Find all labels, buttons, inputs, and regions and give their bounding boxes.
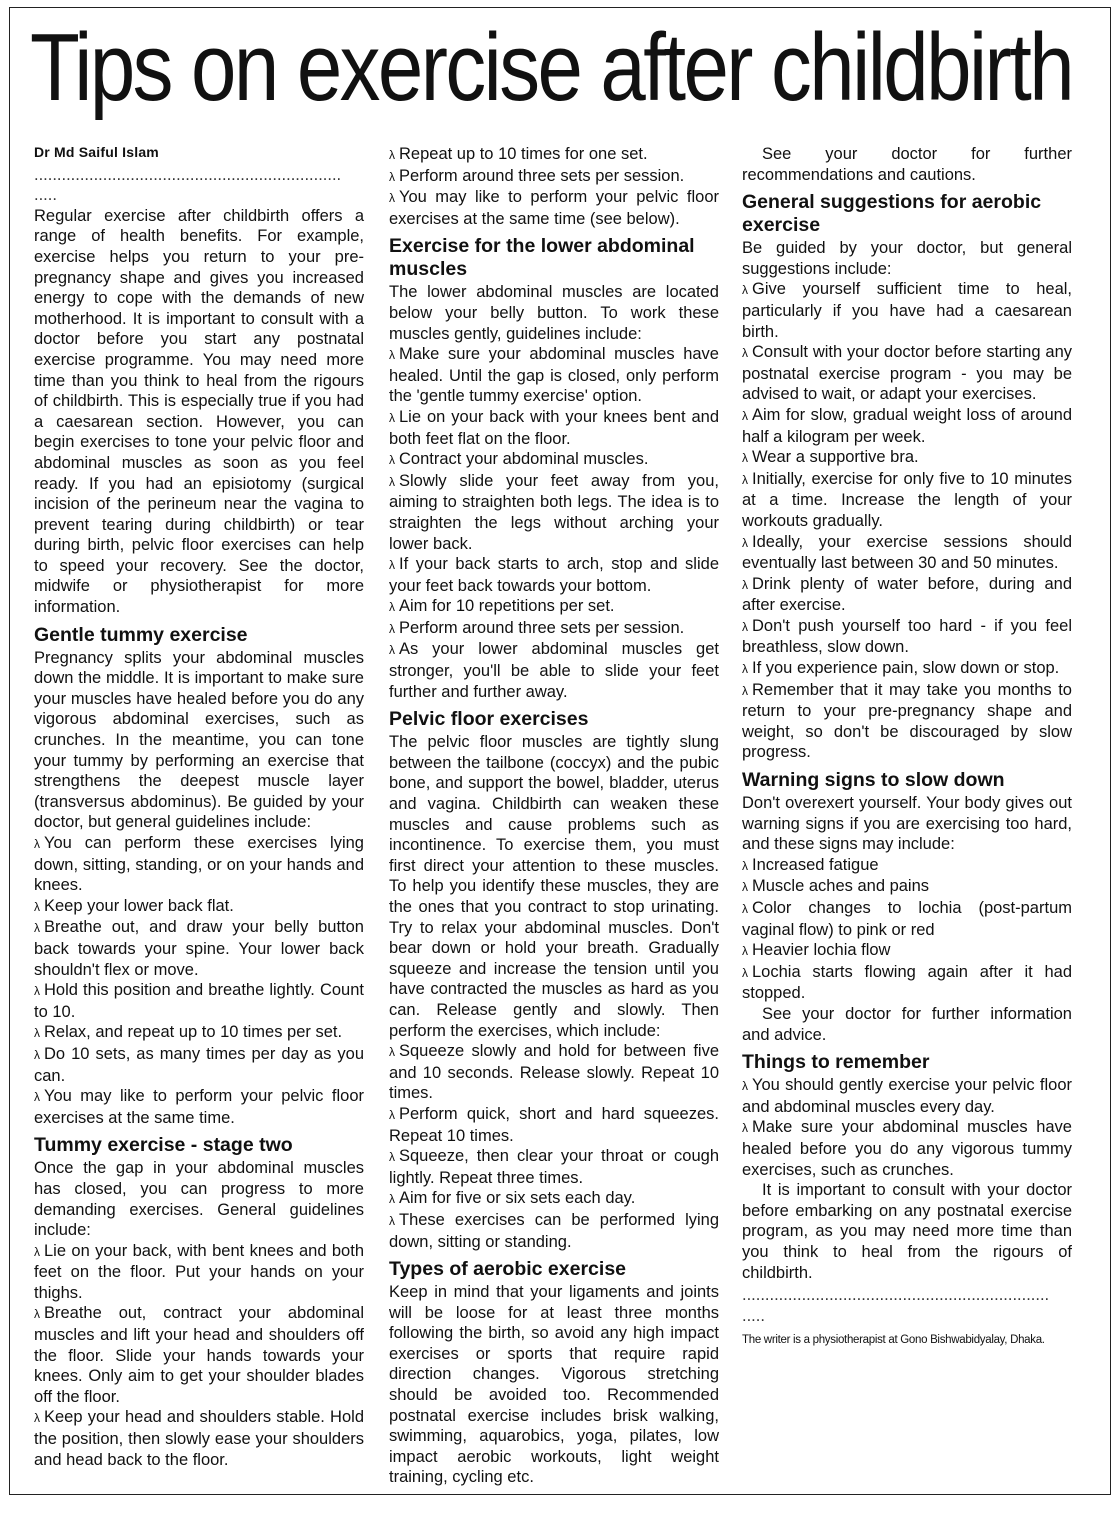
bullet-item: λ You should gently exercise your pelvic floor and abdominal muscles every day. (742, 1075, 1072, 1117)
bullet-item: λ Hold this position and breathe lightly. Count to 10. (34, 980, 364, 1022)
bullet-item: λ Lie on your back with your knees bent and both feet flat on the floor. (389, 407, 719, 449)
bullet-item: λ Ideally, your exercise sessions should eventually last between 30 and 50 minutes. (742, 532, 1072, 574)
section-paragraph: Pregnancy splits your abdominal muscles down the middle. It is important to make sure your muscles have healed before you do any vigorous abdominal exercises, such as crunches. In the meantime, you can tone your tummy by performing an exercise that strengthens the deepest muscle layer (transversus abdominus). Be guided by your doctor, but general guidelines include: (34, 648, 364, 832)
dotted-rule-end: ..... (742, 1306, 765, 1325)
section-heading: Warning signs to slow down (742, 769, 1005, 792)
bullet-item: λ Aim for five or six sets each day. (389, 1188, 719, 1210)
column-2 (389, 144, 719, 1488)
bullet-item: λ Color changes to lochia (post-partum vaginal flow) to pink or red (742, 898, 1072, 940)
page-title: Tips on exercise after childbirth (30, 14, 1073, 121)
section-paragraph: Don't overexert yourself. Your body gives out warning signs if you are exercising too hard, and these signs may include: (742, 794, 1072, 854)
bullet-item: λ Don't push yourself too hard - if you feel breathless, slow down. (742, 616, 1072, 658)
bullet-item: λ Squeeze slowly and hold for between five and 10 seconds. Release slowly. Repeat 10 times. (389, 1041, 719, 1104)
bullet-item: λ Squeeze, then clear your throat or cough lightly. Repeat three times. (389, 1146, 719, 1188)
bullet-item: λ Contract your abdominal muscles. (389, 449, 719, 471)
section-heading: Exercise for the lower abdominal muscles (389, 235, 695, 281)
bullet-item: λ Consult with your doctor before starting any postnatal exercise program - you may be advised to wait, or adapt your exercises. (742, 342, 1072, 405)
intro-paragraph: Regular exercise after childbirth offers a range of health benefits. For example, exercise helps you return to your pre-pregnancy shape and gives you increased energy to cope with the demands of new motherhood. It is important to consult with a doctor before you start any postnatal exercise programme. You may need more time than you think to heal from the rigours of childbirth. This is especially true if you had a caesarean section. However, you can begin exercises to tone your pelvic floor and abdominal muscles as soon as you feel ready. If you had an episiotomy (surgical incision of the perineum near the vagina to prevent tearing during childbirth) or tear during birth, pelvic floor exercises can help to speed your recovery. See the doctor, midwife or physiotherapist for more information. (34, 206, 364, 617)
bullet-item: λ If your back starts to arch, stop and slide your feet back towards your bottom. (389, 554, 719, 596)
bullet-item: λ Aim for 10 repetitions per set. (389, 596, 719, 618)
bullet-item: λ Initially, exercise for only five to 10 minutes at a time. Increase the length of your workouts gradually. (742, 469, 1072, 532)
section-paragraph: Once the gap in your abdominal muscles has closed, you can progress to more demanding exercises. General guidelines include: (34, 1159, 364, 1240)
bullet-item: λ Make sure your abdominal muscles have healed. Until the gap is closed, only perform the 'gentle tummy exercise' option. (389, 344, 719, 407)
section-heading: Types of aerobic exercise (389, 1258, 627, 1281)
section-heading: Gentle tummy exercise (34, 623, 248, 646)
bullet-item: λ Relax, and repeat up to 10 times per set. (34, 1022, 364, 1044)
section-heading: Things to remember (742, 1051, 930, 1074)
bullet-item: λ Do 10 sets, as many times per day as you can. (34, 1044, 364, 1086)
bullet-item: λ You may like to perform your pelvic floor exercises at the same time. (34, 1086, 364, 1128)
dotted-rule: ................................................................... (742, 1286, 1050, 1305)
section-paragraph: Be guided by your doctor, but general suggestions include: (742, 239, 1072, 278)
section-heading: General suggestions for aerobic exercise (742, 191, 1042, 237)
writer-note: The writer is a physiotherapist at Gono Bishwabidyalay, Dhaka. (742, 1334, 1045, 1347)
bullet-item: λ Breathe out, and draw your belly button back towards your spine. Your lower back shouldn't flex or move. (34, 917, 364, 980)
bullet-item: λ Give yourself sufficient time to heal, particularly if you have had a caesarean birth. (742, 279, 1072, 342)
bullet-item: λ Remember that it may take you months to return to your pre-pregnancy shape and weight, so don't be discouraged by slow progress. (742, 680, 1072, 763)
bullet-item: λ These exercises can be performed lying down, sitting or standing. (389, 1210, 719, 1252)
bullet-item: λ Slowly slide your feet away from you, aiming to straighten both legs. The idea is to straighten the legs without arching your lower back. (389, 471, 719, 554)
bullet-item: λ Make sure your abdominal muscles have healed before you do any vigorous tummy exercises, such as crunches. (742, 1117, 1072, 1180)
section-heading: Tummy exercise - stage two (34, 1134, 293, 1157)
column-1 (34, 142, 364, 1470)
dotted-rule: ................................................................... (34, 165, 342, 184)
bullet-item: λ Drink plenty of water before, during and after exercise. (742, 574, 1072, 616)
bullet-item: λ Perform quick, short and hard squeezes. Repeat 10 times. (389, 1104, 719, 1146)
bullet-item: λ Muscle aches and pains (742, 876, 1072, 898)
bullet-item: λ Repeat up to 10 times for one set. (389, 144, 719, 166)
bullet-item: λ Lochia starts flowing again after it had stopped. (742, 962, 1072, 1004)
bullet-item: λ Perform around three sets per session. (389, 166, 719, 188)
section-paragraph: See your doctor for further recommendations and cautions. (742, 145, 1072, 184)
column-3 (742, 144, 1072, 1351)
bullet-item: λ Heavier lochia flow (742, 940, 1072, 962)
section-paragraph: The lower abdominal muscles are located below your belly button. To work these muscles gently, guidelines include: (389, 283, 719, 343)
bullet-item: λ Wear a supportive bra. (742, 447, 1072, 469)
bullet-item: λ Increased fatigue (742, 855, 1072, 877)
bullet-item: λ Keep your head and shoulders stable. Hold the position, then slowly ease your shoulders and head back to the floor. (34, 1407, 364, 1470)
bullet-item: λ You may like to perform your pelvic floor exercises at the same time (see below). (389, 187, 719, 229)
bullet-item: λ You can perform these exercises lying down, sitting, standing, or on your hands and knees. (34, 833, 364, 896)
closing-paragraph: It is important to consult with your doctor before embarking on any postnatal exercise program, as you may need more time than you think to heal from the rigours of childbirth. (742, 1181, 1072, 1282)
section-paragraph: The pelvic floor muscles are tightly slung between the tailbone (coccyx) and the pubic bone, and support the bowel, bladder, uterus and vagina. Childbirth can weaken these muscles and cause problems such as incontinence. To exercise them, you must first direct your attention to these muscles. To help you identify these muscles, they are the ones that you contract to stop urinating. Try to relax your abdominal muscles. Don't bear down or hold your breath. Gradually squeeze and increase the tension until you have contracted the muscles as hard as you can. Release gently and slowly. Then perform the exercises, which include: (389, 733, 719, 1040)
section-paragraph: Keep in mind that your ligaments and joints will be loose for at least three months following the birth, so avoid any high impact exercises or sports that require rapid direction changes. Vigorous stretching should be avoided too. Recommended postnatal exercise includes brisk walking, swimming, aquarobics, yoga, pilates, low impact aerobic workouts, light weight training, cycling etc. (389, 1283, 719, 1487)
bullet-item: λ Lie on your back, with bent knees and both feet on the floor. Put your hands on your thighs. (34, 1241, 364, 1304)
section-paragraph: See your doctor for further information and advice. (742, 1004, 1072, 1044)
bullet-item: λ As your lower abdominal muscles get stronger, you'll be able to slide your feet further and further away. (389, 639, 719, 702)
dotted-rule-end: ..... (34, 186, 57, 205)
bullet-item: λ If you experience pain, slow down or stop. (742, 658, 1072, 680)
bullet-item: λ Breathe out, contract your abdominal muscles and lift your head and shoulders off the floor. Slide your hands towards your knees. Only aim to get your shoulder blades off the floor. (34, 1303, 364, 1407)
section-heading: Pelvic floor exercises (389, 708, 589, 731)
byline: Dr Md Saiful Islam (34, 144, 159, 160)
bullet-item: λ Perform around three sets per session. (389, 618, 719, 640)
bullet-item: λ Keep your lower back flat. (34, 896, 364, 918)
bullet-item: λ Aim for slow, gradual weight loss of around half a kilogram per week. (742, 405, 1072, 447)
